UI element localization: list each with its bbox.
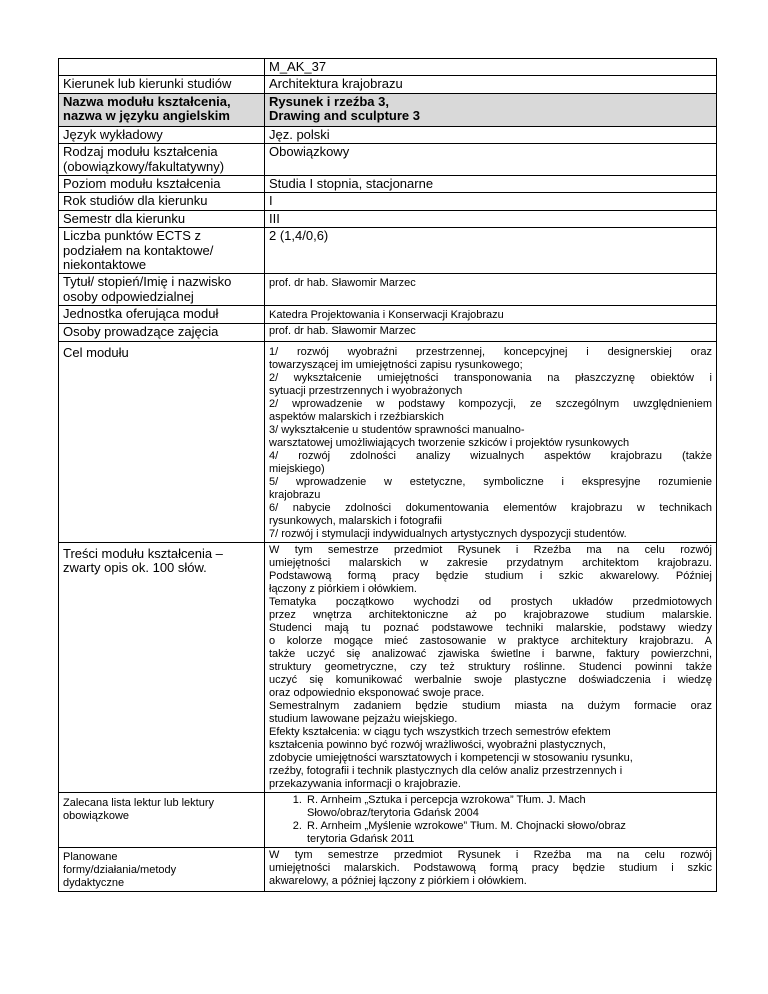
- cel-label: Cel modułu: [59, 341, 265, 542]
- rodzaj-value: Obowiązkowy: [265, 144, 717, 176]
- cel-line: warsztatowej umożliwiających tworzenie szkiców i projektów rysunkowych: [269, 436, 630, 449]
- lektury-label-line: Zalecana lista lektur lub lektury: [63, 796, 215, 809]
- cel-value: [265, 341, 717, 542]
- jezyk-value: Jęz. polski: [265, 126, 717, 143]
- tresci-value: [265, 542, 717, 792]
- row-tytul: [59, 274, 717, 306]
- row-poziom: [59, 176, 717, 193]
- tytul-value: prof. dr hab. Sławomir Marzec: [265, 274, 717, 306]
- nazwa-label-line: Nazwa modułu kształcenia,: [63, 93, 231, 109]
- nazwa-value-line: Rysunek i rzeźba 3,: [269, 93, 389, 109]
- module-code: M_AK_37: [265, 59, 717, 76]
- row-ects: [59, 228, 717, 274]
- osoby-label: Osoby prowadzące zajęcia: [59, 324, 265, 341]
- tresci-line: o kolorze mogące mieć zastosowanie w praktyce architektury krajobrazu. A: [269, 634, 712, 647]
- rodzaj-label-line: (obowiązkowy/fakultatywny): [63, 158, 225, 174]
- row-nazwa: [59, 93, 717, 126]
- ects-label: [59, 228, 265, 274]
- cel-line: 3/ wykształcenie u studentów sprawności manualno-: [269, 423, 525, 436]
- planowane-label: [59, 847, 265, 891]
- jednostka-value: Katedra Projektowania i Konserwacji Krajobrazu: [265, 306, 717, 324]
- tresci-line: Tematyka początkowo wychodzi od prostych układów przedmiotowych: [269, 595, 712, 608]
- cel-line: 5/ wprowadzenie w estetyczne, symboliczne i ekspresyjne rozumienie: [269, 475, 712, 488]
- reading-list: [269, 794, 712, 846]
- tresci-line: także uczyć się analizować zjawiska świetlne i barwne, faktury powierzchni,: [269, 647, 712, 660]
- tresci-line: rzeźby, fotografii i technik plastycznych dla celów analiz przestrzennych i: [269, 764, 623, 777]
- tresci-line: przekazywania informacji o krajobrazie.: [269, 777, 461, 790]
- row-jezyk: [59, 126, 717, 143]
- reading-item: [305, 820, 712, 846]
- cel-line: 7/ rozwój i stymulacji indywidualnych artystycznych dyspozycji studentów.: [269, 527, 627, 540]
- semestr-label: Semestr dla kierunku: [59, 210, 265, 227]
- row-tresci: [59, 542, 717, 792]
- jednostka-label: Jednostka oferująca moduł: [59, 306, 265, 324]
- row-lektury: [59, 792, 717, 847]
- row-kierunek: [59, 76, 717, 93]
- ects-label-line: podziałem na kontaktowe/: [63, 242, 214, 258]
- semestr-value: III: [265, 210, 717, 227]
- cel-line: 2/ wprowadzenie w podstawy kompozycji, ze szczególnym uwzględnieniem: [269, 397, 712, 410]
- tresci-label: [59, 542, 265, 792]
- rok-value: I: [265, 193, 717, 210]
- cel-line: miejskiego): [269, 462, 325, 475]
- row-rodzaj: [59, 144, 717, 176]
- lektury-value: [265, 792, 717, 847]
- poziom-label: Poziom modułu kształcenia: [59, 176, 265, 193]
- cel-line: krajobrazu: [269, 488, 321, 501]
- tresci-line: Efekty kształcenia: w ciągu tych wszystkich trzech semestrów efektem: [269, 725, 611, 738]
- osoby-value: prof. dr hab. Sławomir Marzec: [265, 324, 717, 341]
- cel-line: 4/ rozwój zdolności analizy wizualnych aspektów krajobrazu (także: [269, 449, 712, 462]
- tresci-line: zdobycie umiejętności warsztatowych i kompetencji w stosowaniu rysunku,: [269, 751, 633, 764]
- nazwa-value: [265, 93, 717, 126]
- rodzaj-label-line: Rodzaj modułu kształcenia: [63, 144, 218, 160]
- cel-line: aspektów malarskich i rzeźbiarskich: [269, 410, 444, 423]
- row-planowane: [59, 847, 717, 891]
- cel-line: rysunkowych, malarskich i fotografii: [269, 514, 443, 527]
- kierunek-label: Kierunek lub kierunki studiów: [59, 76, 265, 93]
- reading-item-line: 1. R. Arnheim „Sztuka i percepcja wzrokowa” Tłum. J. Mach: [307, 793, 586, 806]
- planowane-line: umiejętności malarskich. Podstawową formą pracy będzie studium i szkic: [269, 861, 712, 874]
- rok-label: Rok studiów dla kierunku: [59, 193, 265, 210]
- cel-line: 1/ rozwój wyobraźni przestrzennej, koncepcyjnej i designerskiej oraz: [269, 345, 712, 358]
- lektury-label-line: obowiązkowe: [63, 809, 130, 822]
- row-osoby: [59, 324, 717, 341]
- tresci-line: uczyć się komunikować werbalnie swoje plastyczne doświadczenia i wiedzę: [269, 673, 712, 686]
- tytul-label-line: osoby odpowiedzialnej: [63, 288, 194, 304]
- tresci-line: Podstawową formą pracy będzie studium i szkic akwarelowy. Później: [269, 569, 712, 582]
- cel-line: towarzyszącej im umiejętności zapisu rysunkowego;: [269, 358, 523, 371]
- row-cel: [59, 341, 717, 542]
- nazwa-value-line: Drawing and sculpture 3: [269, 108, 420, 124]
- tresci-label-line: Treści modułu kształcenia –: [63, 545, 223, 561]
- module-sheet: [58, 58, 716, 892]
- cel-line: sytuacji przestrzennych i wyobrażonych: [269, 384, 463, 397]
- planowane-line: W tym semestrze przedmiot Rysunek i Rzeźba ma na celu rozwój: [269, 848, 712, 861]
- reading-item-line: terytoria Gdańsk 2011: [307, 832, 415, 845]
- ects-value: 2 (1,4/0,6): [265, 228, 717, 274]
- row-semestr: [59, 210, 717, 227]
- tresci-line: W tym semestrze przedmiot Rysunek i Rzeźba ma na celu rozwój: [269, 543, 712, 556]
- lektury-label: [59, 792, 265, 847]
- ects-label-line: niekontaktowe: [63, 257, 147, 273]
- tresci-line: łączony z piórkiem i ołówkiem.: [269, 582, 417, 595]
- planowane-value: [265, 847, 717, 891]
- ects-label-line: Liczba punktów ECTS z: [63, 228, 202, 244]
- cel-line: 2/ wykształcenie umiejętności transponowania na płaszczyznę obiektów i: [269, 371, 712, 384]
- tytul-label-line: Tytuł/ stopień/Imię i nazwisko: [63, 274, 232, 290]
- poziom-value: Studia I stopnia, stacjonarne: [265, 176, 717, 193]
- tresci-line: umiejętności malarskich w zakresie przydatnym architektom krajobrazu.: [269, 556, 712, 569]
- tresci-line: Semestralnym zadaniem będzie studium miasta na dużym formacie oraz: [269, 699, 712, 712]
- nazwa-label: [59, 93, 265, 126]
- cel-line: 6/ nabycie zdolności dokumentowania elementów krajobrazu w technikach: [269, 501, 712, 514]
- tresci-line: struktury geometryczne, czy też struktury roślinne. Studenci powinni także: [269, 660, 712, 673]
- tytul-label: [59, 274, 265, 306]
- planowane-line: akwarelowy, a później łączony z piórkiem i ołówkiem.: [269, 874, 527, 887]
- tresci-label-line: zwarty opis ok. 100 słów.: [63, 560, 207, 576]
- planowane-label-line: Planowane: [63, 850, 118, 863]
- tresci-line: kształcenia powinno być rozwój wrażliwości, wyobraźni plastycznych,: [269, 738, 606, 751]
- planowane-label-line: formy/działania/metody: [63, 863, 177, 876]
- code-label-cell: [59, 59, 265, 76]
- nazwa-label-line: nazwa w języku angielskim: [63, 108, 230, 124]
- module-table: [58, 58, 717, 892]
- row-jednostka: [59, 306, 717, 324]
- tresci-line: studium lawowane pejzażu wiejskiego.: [269, 712, 458, 725]
- planowane-label-line: dydaktyczne: [63, 876, 125, 889]
- reading-item-line: 2. R. Arnheim „Myślenie wzrokowe” Tłum. M. Chojnacki słowo/obraz: [307, 819, 626, 832]
- jezyk-label: Język wykładowy: [59, 126, 265, 143]
- tresci-line: Studenci mają tu poznać podstawowe techniki malarskie, podstawy wiedzy: [269, 621, 712, 634]
- reading-item: [305, 794, 712, 820]
- tresci-line: oraz odpowiednio eksponować swoje prace.: [269, 686, 485, 699]
- row-rok: [59, 193, 717, 210]
- kierunek-value: Architektura krajobrazu: [265, 76, 717, 93]
- reading-item-line: Słowo/obraz/terytoria Gdańsk 2004: [307, 806, 479, 819]
- tresci-line: przez wnętrza architektoniczne aż po krajobrazowe studium malarskie.: [269, 608, 712, 621]
- rodzaj-label: [59, 144, 265, 176]
- row-code: [59, 59, 717, 76]
